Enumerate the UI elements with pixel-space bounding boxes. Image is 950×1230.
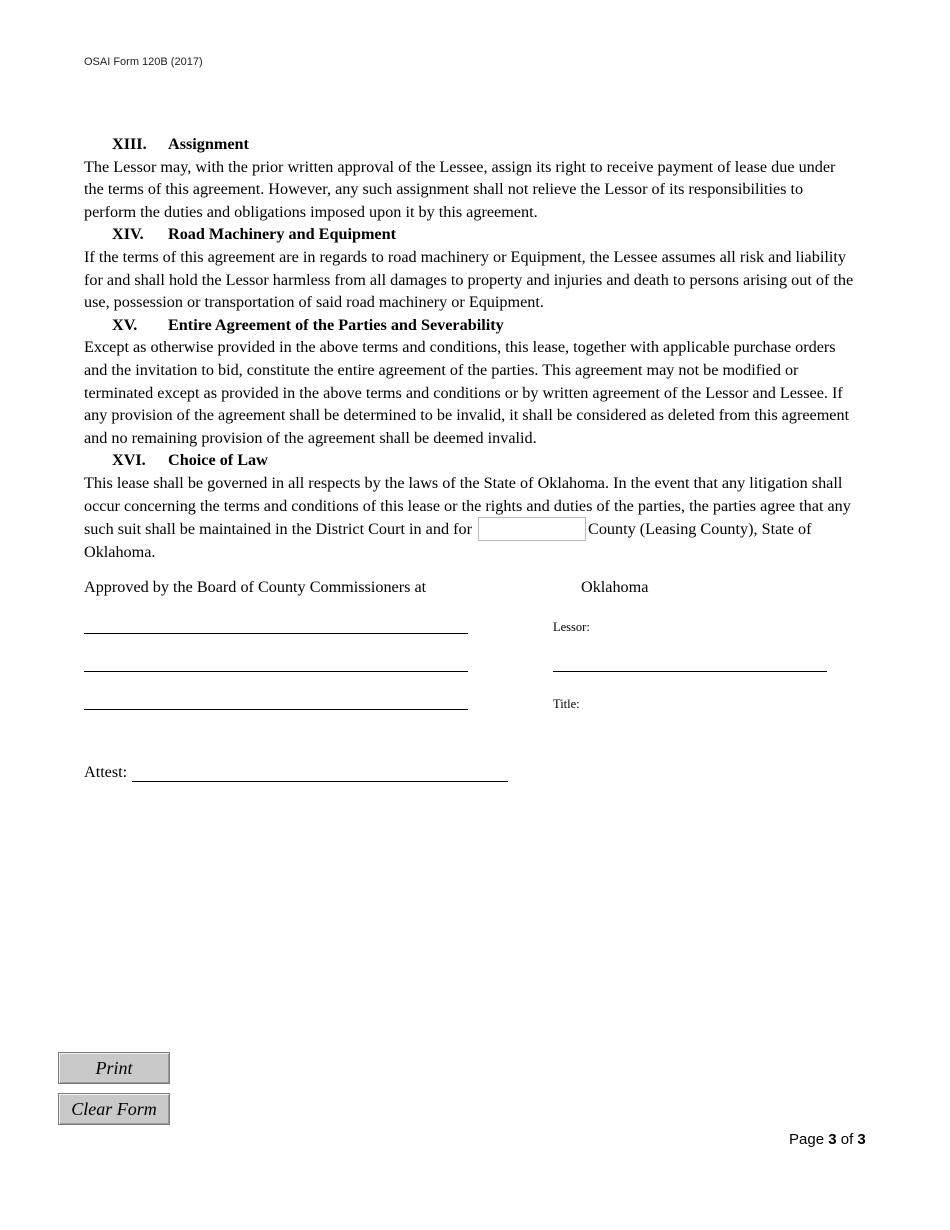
section-title: Entire Agreement of the Parties and Severability bbox=[168, 315, 504, 334]
section-title: Assignment bbox=[168, 135, 249, 153]
section-number: XV. bbox=[112, 315, 138, 334]
choice-of-law-text-before: This lease shall be governed in all respects by the laws of the State of Oklahoma. In the event that any litigation shall occur concerning the terms and conditions of this lease or the rights and duties of the parties, the parties agree that any such suit shall be maintained in the District Court in and for bbox=[84, 473, 851, 539]
attest-label: Attest: bbox=[84, 763, 128, 781]
section-text-road-machinery: If the terms of this agreement are in regards to road machinery or Equipment, the Lessee assumes all risk and liability for and shall hold the Lessor harmless from all damages to property and injuries and death to persons arising out of the use, possession or transportation of said road machinery or Equipment. bbox=[84, 247, 854, 312]
lease-terms bbox=[84, 133, 859, 564]
form-id: OSAI Form 120B (2017) bbox=[84, 56, 203, 68]
commissioner-signature-line-2[interactable] bbox=[84, 671, 468, 672]
section-text-entire-agreement: Except as otherwise provided in the above terms and conditions, this lease, together with applicable purchase orders and the invitation to bid, constitute the entire agreement of the parties. This agreement may not be modified or terminated except as provided in the above terms and conditions or by written agreement of the Lessor and Lessee. If any provision of the agreement shall be determined to be invalid, it shall be considered as deleted from this agreement and no remaining provision of the agreement shall be deemed invalid. bbox=[84, 338, 850, 447]
section-title: Road Machinery and Equipment bbox=[168, 225, 397, 244]
approval-state: Oklahoma bbox=[581, 578, 649, 596]
page-current: 3 bbox=[828, 1131, 837, 1148]
commissioner-signature-line-1[interactable] bbox=[84, 633, 468, 634]
print-button[interactable]: Print bbox=[58, 1052, 170, 1084]
page-total: 3 bbox=[857, 1131, 866, 1148]
section-number: XIV. bbox=[112, 225, 144, 244]
attest-signature-line[interactable] bbox=[132, 765, 508, 782]
county-input-field[interactable] bbox=[478, 517, 586, 541]
section-text-choice-of-law bbox=[84, 472, 859, 564]
commissioner-signature-line-3[interactable] bbox=[84, 709, 468, 710]
section-heading-entire-agreement bbox=[84, 314, 859, 337]
page-of: of bbox=[840, 1131, 854, 1148]
section-number: XIII. bbox=[112, 135, 147, 153]
title-label: Title: bbox=[553, 697, 580, 711]
attest-row bbox=[84, 763, 508, 782]
section-number: XVI. bbox=[112, 451, 146, 470]
clear-form-button[interactable]: Clear Form bbox=[58, 1093, 170, 1125]
choice-of-law-text-after: County (Leasing County), State of Oklahoma. bbox=[84, 520, 812, 562]
approved-by-text: Approved by the Board of County Commissioners at bbox=[84, 578, 427, 596]
section-text-assignment: The Lessor may, with the prior written approval of the Lessee, assign its right to receive payment of lease due under the terms of this agreement. However, any such assignment shall not relieve the Lessor of its responsibilities to perform the duties and obligations imposed upon it by this agreement. bbox=[84, 157, 836, 221]
section-heading-choice-of-law bbox=[84, 449, 859, 472]
page-number bbox=[789, 1131, 866, 1148]
section-heading-assignment bbox=[84, 133, 859, 156]
section-title: Choice of Law bbox=[168, 451, 268, 470]
page-prefix: Page bbox=[789, 1131, 825, 1148]
lessor-signature-line[interactable] bbox=[553, 671, 827, 672]
lessor-label: Lessor: bbox=[553, 620, 590, 634]
section-heading-road-machinery bbox=[84, 223, 859, 246]
